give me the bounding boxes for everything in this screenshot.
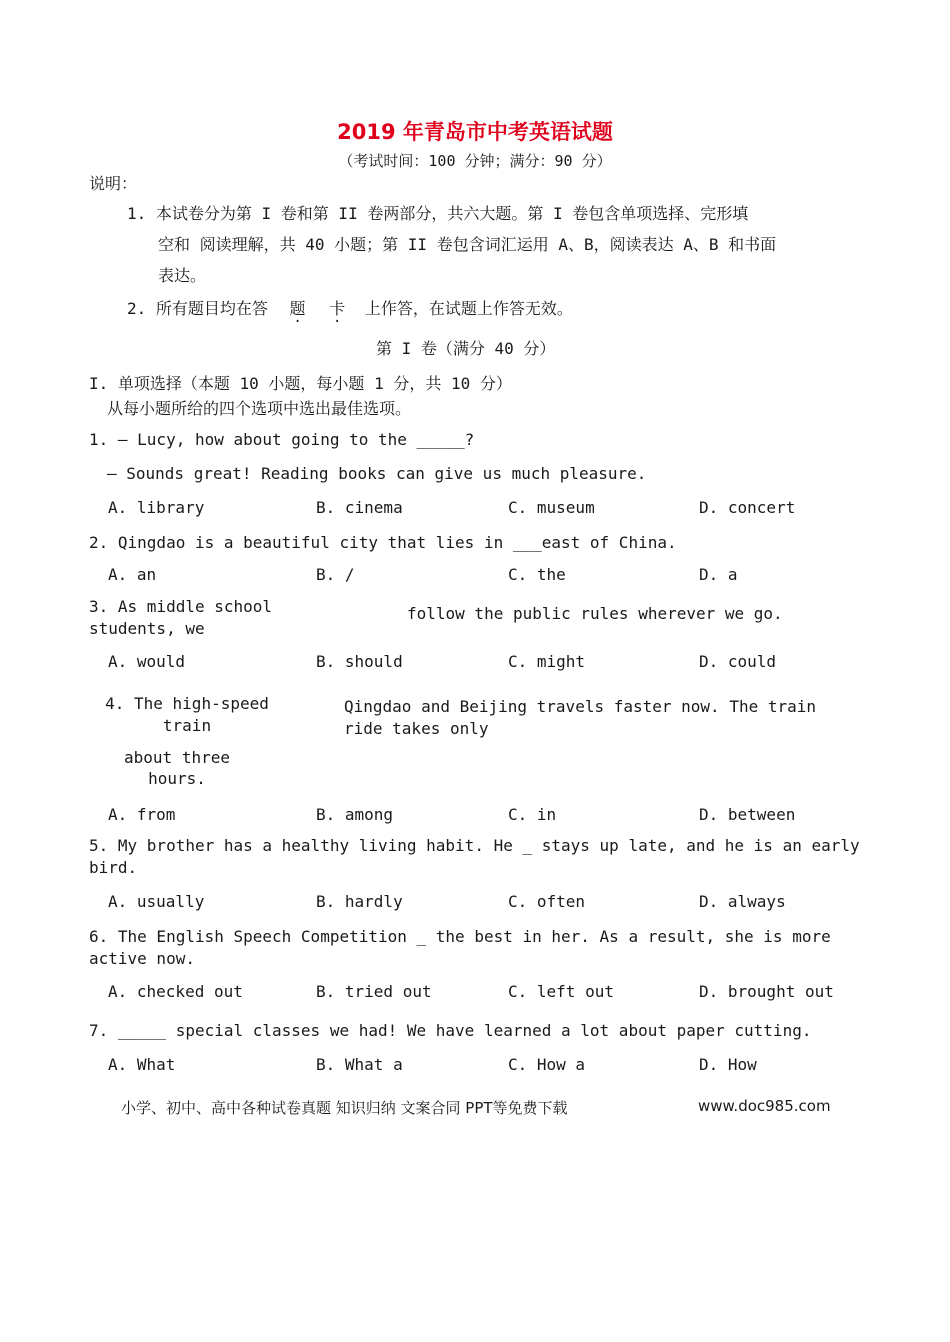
question-3-stem-left: 3. As middle school students, we: [89, 597, 273, 638]
question-3-stem-right: follow the public rules wherever we go.: [407, 604, 783, 623]
question-2-stem: 2. Qingdao is a beautiful city that lies in ___east of China.: [89, 533, 677, 552]
question-7-option-a[interactable]: A. What: [108, 1055, 176, 1074]
question-2-option-b[interactable]: B. /: [316, 565, 355, 584]
question-3-option-c[interactable]: C. might: [508, 652, 586, 671]
question-3-option-b[interactable]: B. should: [316, 652, 403, 671]
part-description: 从每小题所给的四个选项中选出最佳选项。: [107, 399, 412, 418]
question-4-option-d[interactable]: D. between: [699, 805, 796, 824]
question-4-stem-left-continued: about three hours.: [124, 748, 230, 788]
question-1-option-d[interactable]: D. concert: [699, 498, 796, 517]
question-5-option-b[interactable]: B. hardly: [316, 892, 403, 911]
instruction-2: [127, 296, 573, 319]
instruction-2-emphasis-2: 卡: [329, 299, 346, 318]
question-5-stem: 5. My brother has a healthy living habit. He _ stays up late, and he is an early bird.: [89, 836, 860, 877]
exam-title: 2019 年青岛市中考英语试题: [337, 120, 613, 144]
instruction-2-start: 2. 所有题目均在答: [127, 299, 268, 318]
question-6-option-a[interactable]: A. checked out: [108, 982, 243, 1001]
footer-link[interactable]: www.doc985.com: [698, 1097, 831, 1115]
instruction-2-emphasis-1: 题: [289, 299, 306, 318]
question-2-option-c[interactable]: C. the: [508, 565, 566, 584]
question-6-option-d[interactable]: D. brought out: [699, 982, 834, 1001]
instruction-1-line-1: 1. 本试卷分为第 I 卷和第 II 卷两部分，共六大题。第 I 卷包含单项选择、完形填: [127, 204, 749, 223]
question-7-option-c[interactable]: C. How a: [508, 1055, 586, 1074]
question-5-option-c[interactable]: C. often: [508, 892, 586, 911]
instructions-heading: 说明：: [89, 174, 138, 193]
question-2-option-a[interactable]: A. an: [108, 565, 157, 584]
exam-subtitle: （考试时间：100 分钟；满分：90 分）: [338, 152, 612, 170]
question-6-option-b[interactable]: B. tried out: [316, 982, 432, 1001]
instruction-1-line-2: 空和 阅读理解，共 40 小题；第 II 卷包含词汇运用 A、B，阅读表达 A、B 和书面: [158, 235, 777, 254]
question-7-option-b[interactable]: B. What a: [316, 1055, 403, 1074]
question-4-option-a[interactable]: A. from: [108, 805, 176, 824]
question-6-stem: 6. The English Speech Competition _ the best in her. As a result, she is more active now.: [89, 927, 831, 968]
question-4-stem-right: Qingdao and Beijing travels faster now. The train ride takes only: [344, 697, 817, 738]
question-1-reply: — Sounds great! Reading books can give us much pleasure.: [107, 464, 647, 483]
question-2-option-d[interactable]: D. a: [699, 565, 738, 584]
question-6-option-c[interactable]: C. left out: [508, 982, 614, 1001]
question-3-option-d[interactable]: D. could: [699, 652, 777, 671]
question-4-option-b[interactable]: B. among: [316, 805, 394, 824]
question-1-option-b[interactable]: B. cinema: [316, 498, 403, 517]
question-5-option-a[interactable]: A. usually: [108, 892, 205, 911]
question-7-option-d[interactable]: D. How: [699, 1055, 757, 1074]
question-7-stem: 7. _____ special classes we had! We have learned a lot about paper cutting.: [89, 1021, 812, 1040]
section-heading: 第 I 卷（满分 40 分）: [376, 339, 556, 358]
question-5-option-d[interactable]: D. always: [699, 892, 786, 911]
footer-text: 小学、初中、高中各种试卷真题 知识归纳 文案合同 PPT等免费下载: [121, 1099, 568, 1117]
part-title: I. 单项选择（本题 10 小题，每小题 1 分，共 10 分）: [89, 374, 512, 393]
question-1-option-c[interactable]: C. museum: [508, 498, 595, 517]
instruction-1-line-3: 表达。: [158, 266, 207, 285]
question-4-option-c[interactable]: C. in: [508, 805, 557, 824]
question-1-stem: 1. — Lucy, how about going to the _____?: [89, 430, 475, 449]
question-3-option-a[interactable]: A. would: [108, 652, 186, 671]
question-4-stem-left: 4. The high-speed train: [105, 694, 269, 735]
question-1-option-a[interactable]: A. library: [108, 498, 205, 517]
instruction-2-end: 上作答，在试题上作答无效。: [364, 299, 573, 318]
